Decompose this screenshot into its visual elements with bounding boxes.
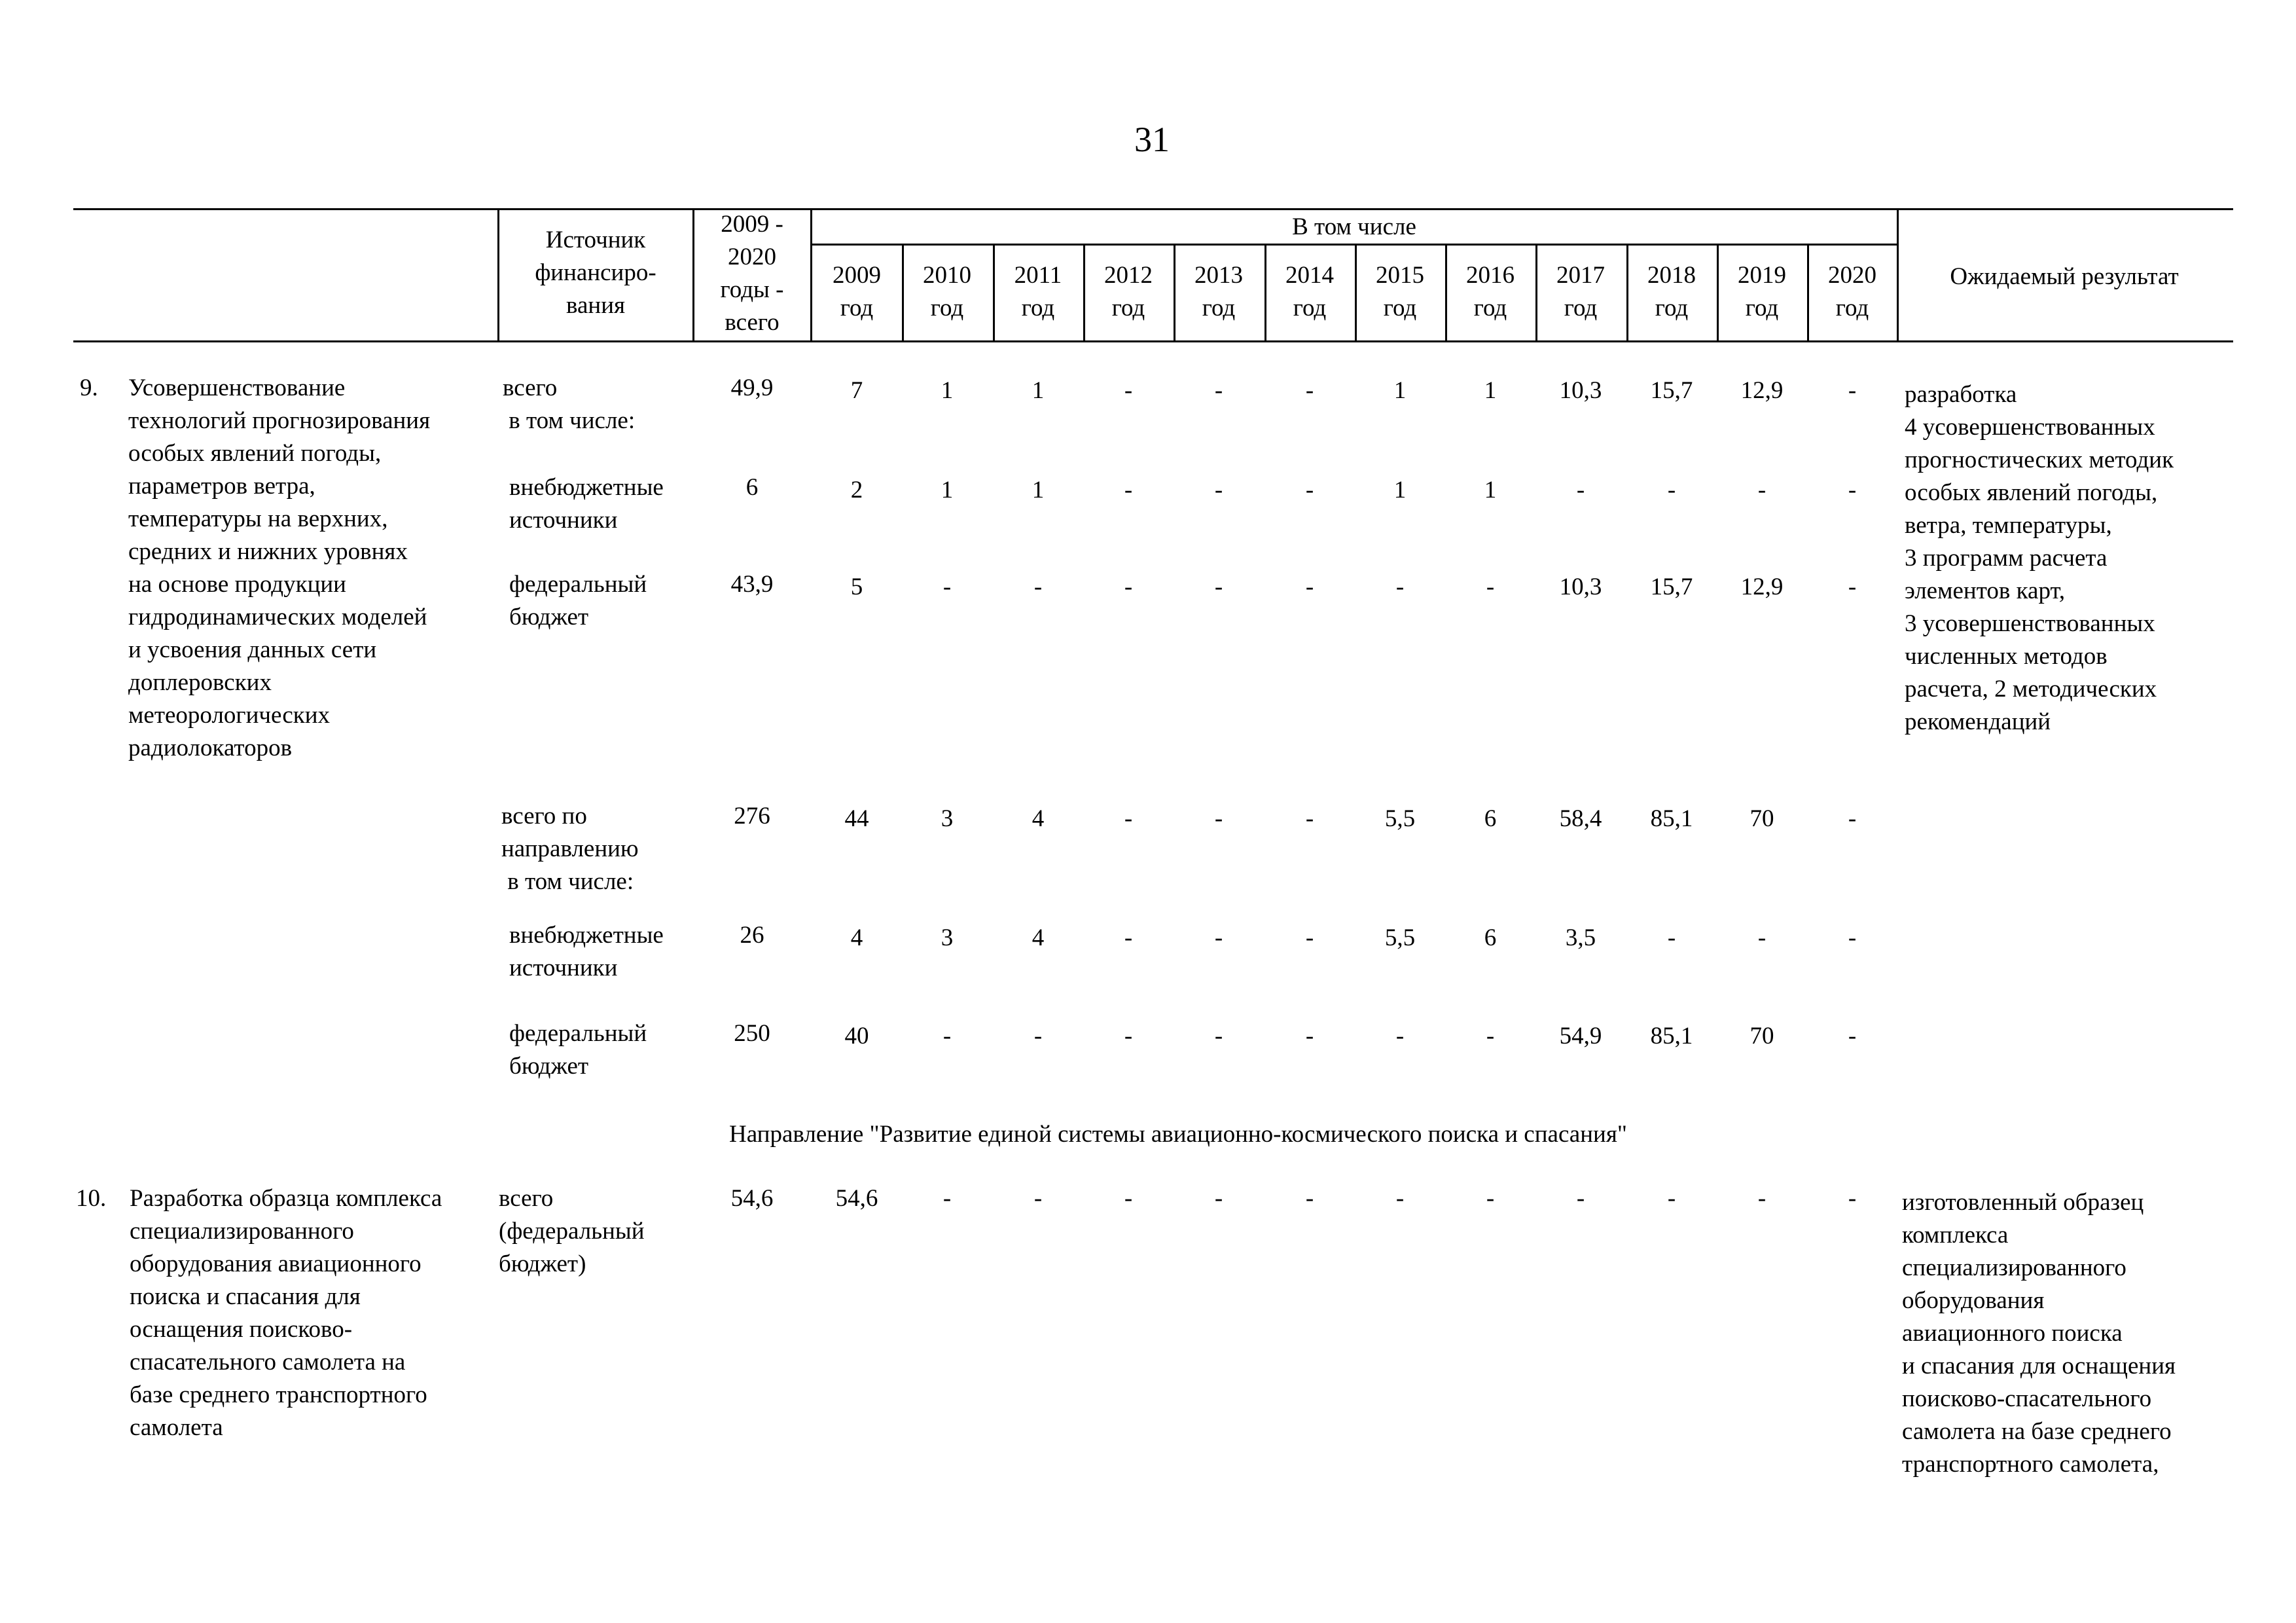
year-label: 2016 <box>1466 262 1515 289</box>
total-value: 276 <box>734 803 770 830</box>
item-name <box>130 1182 442 1444</box>
year-value-2014: - <box>1305 574 1314 600</box>
source-label <box>509 471 664 537</box>
year-value-2014: - <box>1305 1185 1314 1212</box>
year-value-2010: 3 <box>941 924 954 951</box>
source-label <box>503 372 635 437</box>
year-value-2018: - <box>1667 1185 1676 1212</box>
header-total: 2009 - 2020 годы - всего <box>720 211 784 336</box>
year-value-2019: - <box>1757 924 1767 951</box>
year-value-2013: - <box>1214 1023 1223 1049</box>
year-value-2009: 4 <box>850 924 863 951</box>
year-value-2019: 12,9 <box>1740 574 1784 600</box>
year-value-2011: 1 <box>1031 377 1045 404</box>
text-line: оборудования <box>1902 1287 2045 1314</box>
text-line: гидродинамических моделей <box>128 604 427 630</box>
year-value-2019: 70 <box>1749 1023 1774 1049</box>
text-line: источники <box>509 955 618 981</box>
year-value-2016: 6 <box>1484 805 1497 832</box>
text-line: ветра, температуры, <box>1905 512 2112 539</box>
year-label: 2012 <box>1104 262 1153 289</box>
year-value-2017: - <box>1576 477 1585 503</box>
text-line: комплекса <box>1902 1222 2009 1249</box>
year-value-2019: 70 <box>1749 805 1774 832</box>
year-value-2014: - <box>1305 805 1314 832</box>
header-source: Источник финансиро- вания <box>535 227 656 319</box>
text-line: особых явлений погоды, <box>128 440 382 467</box>
year-value-2012: - <box>1124 477 1133 503</box>
text-line: численных методов <box>1905 643 2108 670</box>
year-value-2016: 1 <box>1484 377 1497 404</box>
year-unit: год <box>930 295 964 321</box>
year-value-2016: - <box>1486 574 1495 600</box>
header-including: В том числе <box>1292 213 1416 240</box>
year-value-2010: - <box>942 1185 952 1212</box>
text-line: на основе продукции <box>128 571 346 598</box>
year-value-2013: - <box>1214 477 1223 503</box>
year-value-2015: - <box>1395 1185 1405 1212</box>
year-value-2015: - <box>1395 574 1405 600</box>
year-value-2009: 44 <box>844 805 869 832</box>
text-line: всего <box>499 1185 554 1212</box>
year-value-2012: - <box>1124 377 1133 404</box>
text-line: и усвоения данных сети <box>128 636 377 663</box>
year-value-2011: 4 <box>1031 805 1045 832</box>
text-line: спасательного самолета на <box>130 1349 406 1376</box>
year-value-2017: - <box>1576 1185 1585 1212</box>
year-value-2020: - <box>1848 477 1857 503</box>
header-bottom-border <box>73 340 2233 342</box>
year-label: 2018 <box>1647 262 1696 289</box>
source-label <box>509 1017 647 1083</box>
source-label <box>509 568 647 634</box>
text-line: всего <box>503 374 558 401</box>
header-year-2011 <box>993 259 1083 325</box>
text-line: федеральный <box>509 1020 647 1047</box>
year-value-2019: - <box>1757 1185 1767 1212</box>
text-line: Разработка образца комплекса <box>130 1185 442 1212</box>
header-expected-result: Ожидаемый результат <box>1950 263 2179 290</box>
header-year-2013 <box>1174 259 1264 325</box>
year-value-2019: - <box>1757 477 1767 503</box>
source-label <box>509 919 664 985</box>
total-value: 54,6 <box>730 1185 774 1212</box>
text-line: рекомендаций <box>1905 708 2051 735</box>
text-line: (федеральный <box>499 1218 645 1245</box>
text-line: технологий прогнозирования <box>128 407 431 434</box>
year-unit: год <box>1835 295 1869 321</box>
year-label: 2014 <box>1285 262 1334 289</box>
year-value-2009: 5 <box>850 574 863 600</box>
year-value-2015: - <box>1395 1023 1405 1049</box>
text-line: оснащения поисково- <box>130 1316 353 1343</box>
year-value-2016: 6 <box>1484 924 1497 951</box>
item-number: 10. <box>76 1185 107 1212</box>
year-label: 2011 <box>1014 262 1062 289</box>
year-value-2013: - <box>1214 805 1223 832</box>
total-value: 49,9 <box>730 374 774 401</box>
text-line: базе среднего транспортного <box>130 1381 427 1408</box>
item-name <box>128 372 430 765</box>
year-value-2020: - <box>1848 574 1857 600</box>
text-line: 3 программ расчета <box>1905 545 2108 572</box>
text-line: расчета, 2 методических <box>1905 676 2157 702</box>
year-value-2010: 3 <box>941 805 954 832</box>
total-value: 43,9 <box>730 571 774 598</box>
year-unit: год <box>1111 295 1145 321</box>
text-line: метеорологических <box>128 702 331 729</box>
text-line: самолета <box>130 1414 223 1441</box>
direction-title: Направление "Развитие единой системы авиационно-космического поиска и спасания" <box>729 1121 1627 1148</box>
year-value-2017: 3,5 <box>1565 924 1596 951</box>
header-year-2020 <box>1807 259 1897 325</box>
year-value-2019: 12,9 <box>1740 377 1784 404</box>
year-label: 2010 <box>923 262 971 289</box>
text-line: авиационного поиска <box>1902 1320 2123 1347</box>
year-value-2009: 2 <box>850 477 863 503</box>
year-value-2009: 40 <box>844 1023 869 1049</box>
text-line: специализированного <box>1902 1254 2126 1281</box>
year-value-2012: - <box>1124 574 1133 600</box>
header-year-2014 <box>1265 259 1355 325</box>
year-value-2020: - <box>1848 1023 1857 1049</box>
year-value-2015: 5,5 <box>1384 805 1416 832</box>
text-line: в том числе: <box>501 868 634 895</box>
text-line: доплеровских <box>128 669 272 696</box>
year-value-2010: - <box>942 1023 952 1049</box>
year-value-2018: - <box>1667 477 1676 503</box>
header-year-2018 <box>1626 259 1717 325</box>
year-unit: год <box>840 295 874 321</box>
text-line: всего по <box>501 803 587 830</box>
year-value-2011: 4 <box>1031 924 1045 951</box>
year-unit: год <box>1655 295 1689 321</box>
text-line: в том числе: <box>503 407 636 434</box>
year-value-2009: 54,6 <box>835 1185 878 1212</box>
year-value-2016: 1 <box>1484 477 1497 503</box>
year-value-2010: 1 <box>941 377 954 404</box>
year-value-2017: 10,3 <box>1559 574 1602 600</box>
year-value-2016: - <box>1486 1023 1495 1049</box>
year-label: 2017 <box>1556 262 1605 289</box>
text-line: изготовленный образец <box>1902 1189 2144 1216</box>
source-label <box>501 800 639 898</box>
year-unit: год <box>1293 295 1327 321</box>
year-value-2012: - <box>1124 1023 1133 1049</box>
text-line: 4 усовершенствованных <box>1905 414 2155 441</box>
year-value-2014: - <box>1305 377 1314 404</box>
year-unit: год <box>1021 295 1055 321</box>
header-year-2016 <box>1445 259 1535 325</box>
text-line: средних и нижних уровнях <box>128 538 408 565</box>
year-label: 2009 <box>833 262 881 289</box>
year-value-2010: 1 <box>941 477 954 503</box>
text-line: прогностических методик <box>1905 447 2174 473</box>
year-label: 2020 <box>1828 262 1876 289</box>
year-value-2020: - <box>1848 924 1857 951</box>
year-value-2013: - <box>1214 574 1223 600</box>
year-value-2012: - <box>1124 924 1133 951</box>
year-value-2014: - <box>1305 924 1314 951</box>
text-line: направлению <box>501 835 639 862</box>
text-line: транспортного самолета, <box>1902 1451 2159 1478</box>
header-year-2019 <box>1717 259 1807 325</box>
item-number: 9. <box>80 374 98 401</box>
year-value-2015: 1 <box>1393 477 1407 503</box>
year-unit: год <box>1564 295 1598 321</box>
text-line: бюджет <box>509 1053 589 1080</box>
year-value-2018: 85,1 <box>1650 805 1693 832</box>
text-line: внебюджетные <box>509 922 664 949</box>
year-value-2014: - <box>1305 477 1314 503</box>
text-line: и спасания для оснащения <box>1902 1353 2176 1379</box>
year-value-2018: 15,7 <box>1650 377 1693 404</box>
year-value-2020: - <box>1848 1185 1857 1212</box>
text-line: элементов карт, <box>1905 577 2066 604</box>
year-label: 2019 <box>1738 262 1786 289</box>
year-unit: год <box>1202 295 1236 321</box>
year-value-2012: - <box>1124 805 1133 832</box>
text-line: федеральный <box>509 571 647 598</box>
year-value-2020: - <box>1848 377 1857 404</box>
year-value-2015: 1 <box>1393 377 1407 404</box>
text-line: поиска и спасания для <box>130 1283 361 1310</box>
text-line: Усовершенствование <box>128 374 346 401</box>
year-value-2011: 1 <box>1031 477 1045 503</box>
text-line: бюджет <box>509 604 589 630</box>
year-value-2014: - <box>1305 1023 1314 1049</box>
year-value-2010: - <box>942 574 952 600</box>
header-year-2010 <box>902 259 992 325</box>
year-value-2017: 58,4 <box>1559 805 1602 832</box>
expected-result-text <box>1905 378 2174 739</box>
text-line: специализированного <box>130 1218 354 1245</box>
year-value-2018: 15,7 <box>1650 574 1693 600</box>
header-year-2017 <box>1535 259 1626 325</box>
year-value-2016: - <box>1486 1185 1495 1212</box>
text-line: температуры на верхних, <box>128 505 388 532</box>
text-line: оборудования авиационного <box>130 1250 422 1277</box>
total-value: 6 <box>745 474 759 501</box>
text-line: особых явлений погоды, <box>1905 479 2158 506</box>
year-value-2011: - <box>1033 574 1043 600</box>
year-value-2018: - <box>1667 924 1676 951</box>
page-number: 31 <box>1134 120 1170 159</box>
total-value: 250 <box>734 1020 770 1047</box>
header-year-2015 <box>1355 259 1445 325</box>
expected-result-text <box>1902 1186 2176 1481</box>
text-line: разработка <box>1905 381 2017 408</box>
text-line: источники <box>509 507 618 534</box>
text-line: самолета на базе среднего <box>1902 1418 2172 1445</box>
text-line: параметров ветра, <box>128 473 315 500</box>
year-value-2013: - <box>1214 377 1223 404</box>
year-unit: год <box>1745 295 1779 321</box>
year-value-2011: - <box>1033 1023 1043 1049</box>
year-value-2011: - <box>1033 1185 1043 1212</box>
year-label: 2013 <box>1194 262 1243 289</box>
table-top-border <box>73 208 2233 210</box>
year-unit: год <box>1383 295 1417 321</box>
year-value-2015: 5,5 <box>1384 924 1416 951</box>
year-unit: год <box>1473 295 1507 321</box>
text-line: радиолокаторов <box>128 735 293 761</box>
text-line: бюджет) <box>499 1250 586 1277</box>
year-value-2012: - <box>1124 1185 1133 1212</box>
text-line: 3 усовершенствованных <box>1905 610 2155 637</box>
year-value-2013: - <box>1214 1185 1223 1212</box>
total-value: 26 <box>740 922 764 949</box>
year-value-2018: 85,1 <box>1650 1023 1693 1049</box>
year-value-2013: - <box>1214 924 1223 951</box>
header-year-2012 <box>1083 259 1174 325</box>
text-line: внебюджетные <box>509 474 664 501</box>
text-line: поисково-спасательного <box>1902 1385 2152 1412</box>
source-label <box>499 1182 645 1281</box>
header-year-2009 <box>812 259 902 325</box>
year-value-2020: - <box>1848 805 1857 832</box>
year-value-2017: 54,9 <box>1559 1023 1602 1049</box>
year-label: 2015 <box>1376 262 1424 289</box>
year-value-2017: 10,3 <box>1559 377 1602 404</box>
year-value-2009: 7 <box>850 377 863 404</box>
